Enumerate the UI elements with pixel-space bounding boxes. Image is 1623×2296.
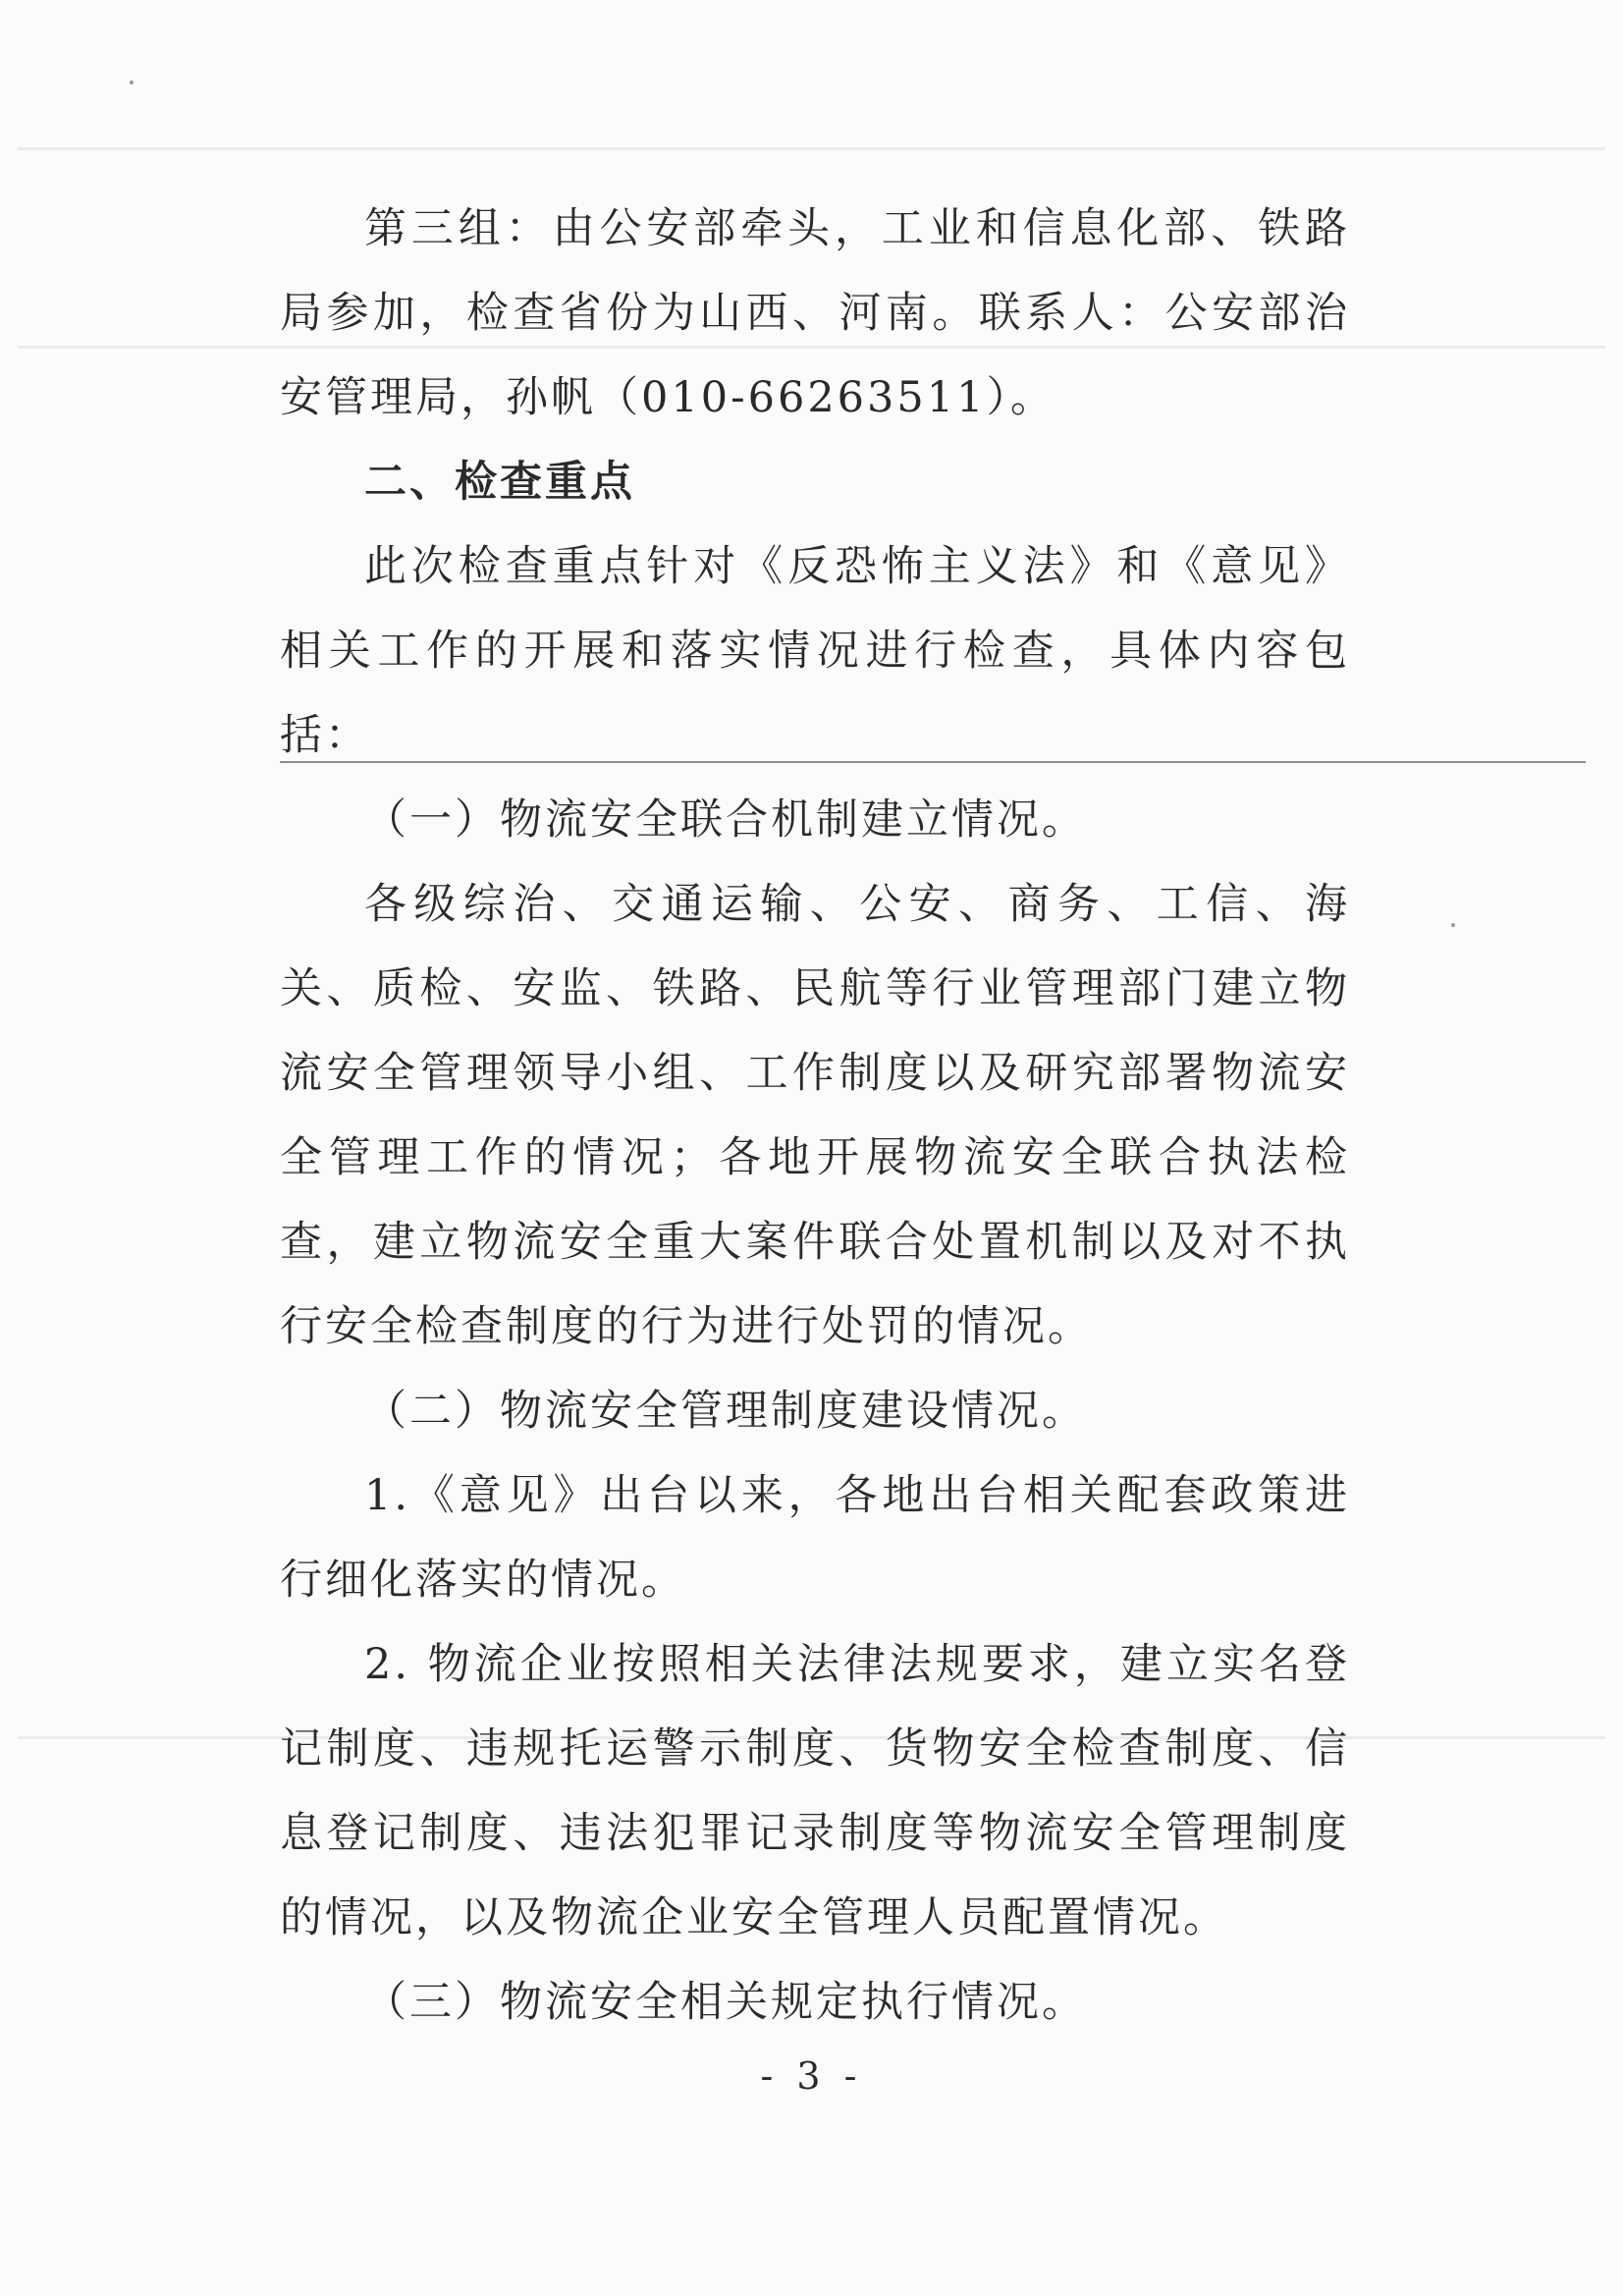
paragraph-inspection-intro: 此次检查重点针对《反恐怖主义法》和《意见》相关工作的开展和落实情况进行检查，具体内容包括：: [280, 542, 1350, 760]
scan-speck: [130, 81, 134, 84]
paragraph-group-three: 第三组：由公安部牵头，工业和信息化部、铁路局参加，检查省份为山西、河南。联系人：公安部治安管理局，孙帆（010-66263511）。: [280, 204, 1350, 422]
subheading-management-system: （二）物流安全管理制度建设情况。: [364, 1387, 1087, 1436]
page-number: - 3 -: [760, 2054, 863, 2098]
scan-artifact: [18, 147, 1605, 150]
section-heading-inspection-focus: 二、检查重点: [364, 458, 635, 507]
paragraph-item-1: 1.《意见》出台以来，各地出台相关配套政策进行细化落实的情况。: [280, 1471, 1350, 1605]
scan-speck: [1451, 923, 1455, 927]
paragraph-item-2: 2. 物流企业按照相关法律法规要求，建立实名登记制度、违规托运警示制度、货物安全检查制度、信息登记制度、违法犯罪记录制度等物流安全管理制度的情况，以及物流企业安全管理人员配置情况。: [280, 1640, 1350, 1942]
paragraph-joint-mechanism: 各级综治、交通运输、公安、商务、工信、海关、质检、安监、铁路、民航等行业管理部门建立物流安全管理领导小组、工作制度以及研究部署物流安全管理工作的情况；各地开展物流安全联合执法检查，建立物流安全重大案件联合处置机制以及对不执行安全检查制度的行为进行处罚的情况。: [280, 880, 1350, 1351]
subheading-joint-mechanism: （一）物流安全联合机制建立情况。: [364, 795, 1087, 845]
document-body: [280, 187, 1350, 2045]
subheading-regulation-execution: （三）物流安全相关规定执行情况。: [364, 1978, 1087, 2027]
